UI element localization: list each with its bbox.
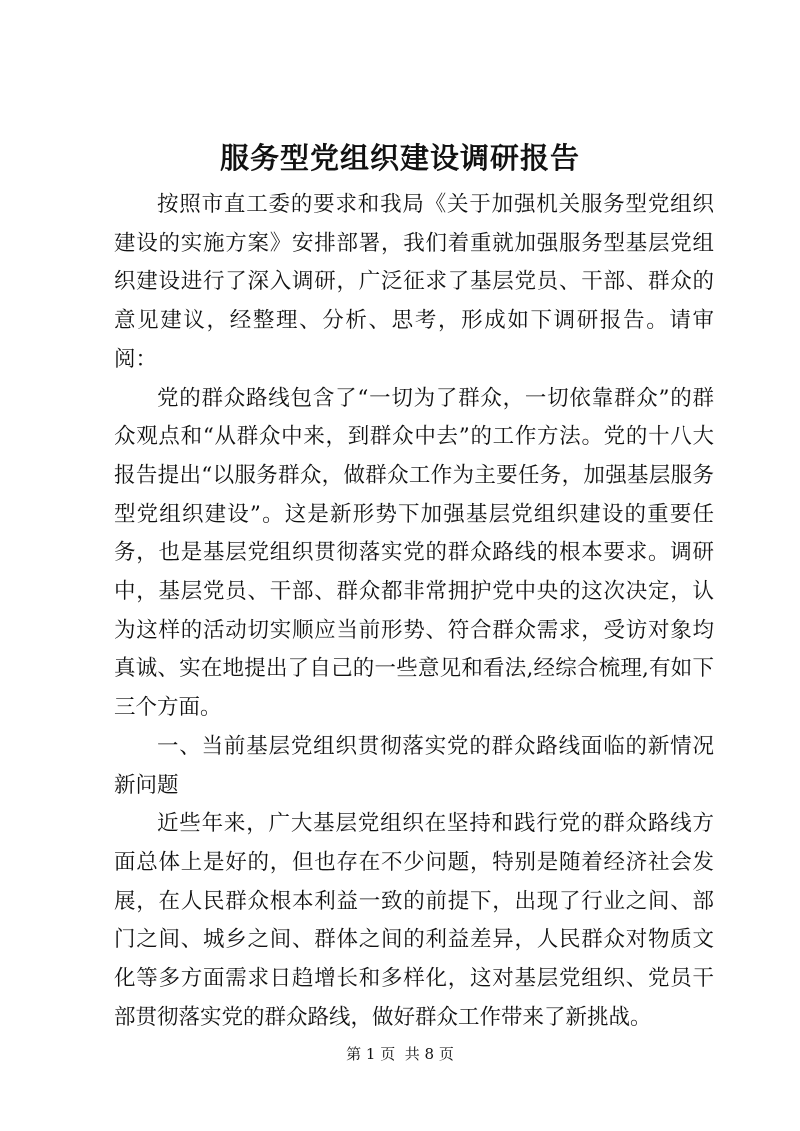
- paragraph-intro: 按照市直工委的要求和我局《关于加强机关服务型党组织建设的实施方案》安排部署，我们着重就加强服务型基层党组织建设进行了深入调研，广泛征求了基层党员、干部、群众的意见建议，经整理、分析、思考，形成如下调研报告。请审阅：: [114, 192, 714, 372]
- page-number-footer: 第 1 页 共 8 页: [346, 1045, 454, 1063]
- paragraph-mass-line: 党的群众路线包含了“一切为了群众，一切依靠群众”的群众观点和“从群众中来，到群众中去”的工作方法。党的十八大报告提出“以服务群众，做群众工作为主要任务，加强基层服务型党组织建设”。这是新形势下加强基层党组织建设的重要任务，也是基层党组织贯彻落实党的群众路线的根本要求。调研中，基层党员、干部、群众都非常拥护党中央的这次决定，认为这样的活动切实顺应当前形势、符合群众需求，受访对象均真诚、实在地提出了自己的一些意见和看法,经综合梳理,有如下三个方面。: [114, 385, 714, 721]
- section-heading-1: 一、当前基层党组织贯彻落实党的群众路线面临的新情况新问题: [114, 733, 714, 798]
- paragraph-recent-years: 近些年来，广大基层党组织在坚持和践行党的群众路线方面总体上是好的，但也存在不少问题，特别是随着经济社会发展，在人民群众根本利益一致的前提下，出现了行业之间、部门之间、城乡之间、群体之间的利益差异，人民群众对物质文化等多方面需求日趋增长和多样化，这对基层党组织、党员干部贯彻落实党的群众路线，做好群众工作带来了新挑战。: [114, 811, 714, 1030]
- document-title: 服务型党组织建设调研报告: [219, 141, 580, 175]
- document-body: [114, 186, 714, 1037]
